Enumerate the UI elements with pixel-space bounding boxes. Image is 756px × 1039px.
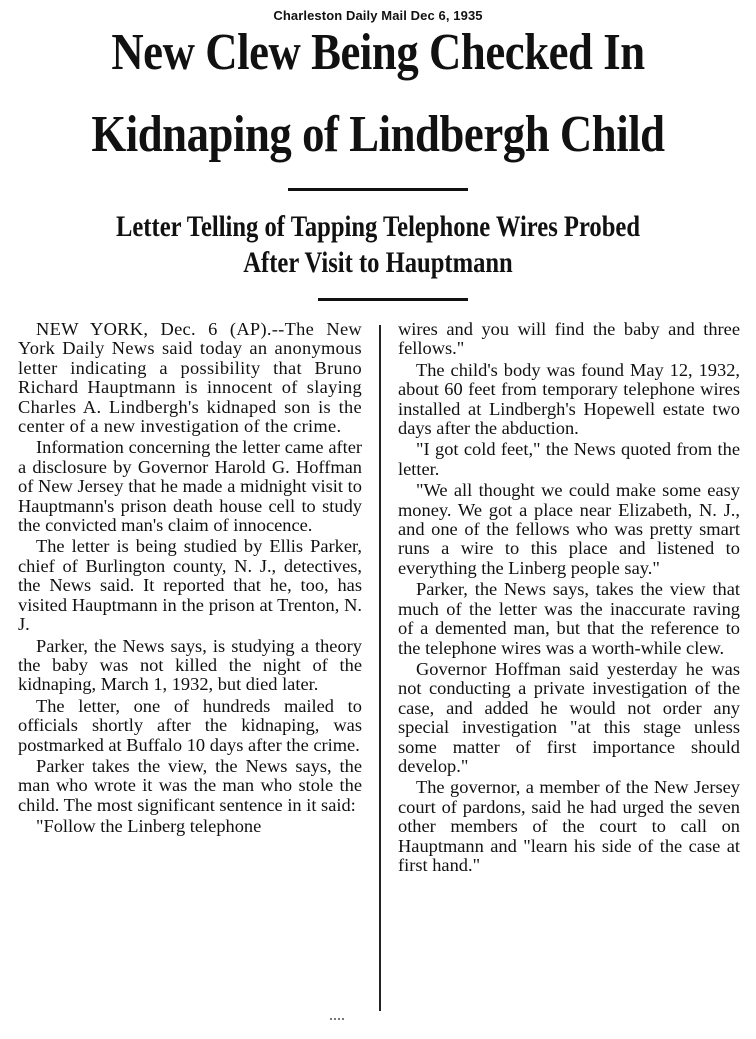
article-paragraph: Information concerning the letter came after a disclosure by Governor Harold G. Hoffman of New Jersey that he made a midnight visit to Hauptmann's prison death house cell to study the convicted man's claim of innocence. xyxy=(18,437,362,536)
article-left-column xyxy=(18,320,362,839)
article-paragraph: NEW YORK, Dec. 6 (AP).--The New York Daily News said today an anonymous letter indicating a possibility that Bruno Richard Hauptmann is innocent of slaying Charles A. Lindbergh's kidnaped son is the center of a new investigation of the crime. xyxy=(18,319,362,437)
headline-line-1: New Clew Being Checked In xyxy=(111,24,645,81)
headline-divider xyxy=(288,188,468,191)
article-paragraph: Parker, the News says, is studying a theory the baby was not killed the night of the kidnaping, March 1, 1932, but died later. xyxy=(18,635,362,695)
article-paragraph: The child's body was found May 12, 1932, about 60 feet from temporary telephone wires installed at Lindbergh's Hopewell estate two days after the abduction. xyxy=(398,359,740,439)
article-paragraph: Governor Hoffman said yesterday he was not conducting a private investigation of the case, and added he would not order any special investigation "at this stage unless some matter of first importance should develop." xyxy=(398,658,740,776)
subheadline-line-2: After Visit to Hauptmann xyxy=(243,246,513,279)
article-paragraph: The governor, a member of the New Jersey court of pardons, said he had urged the seven other members of the court to call on Hauptmann and "learn his side of the case at first hand." xyxy=(398,777,740,875)
print-mark xyxy=(330,1018,344,1026)
article-right-column xyxy=(398,320,740,877)
article-paragraph: "We all thought we could make some easy money. We got a place near Elizabeth, N. J., and one of the fellows who was pretty smart runs a wire to this place and listened to everything the Linberg people say." xyxy=(398,480,740,578)
subheadline-divider xyxy=(318,298,468,301)
article-paragraph: Parker takes the view, the News says, the man who wrote it was the man who stole the child. The most significant sentence in it said: xyxy=(18,755,362,815)
column-divider xyxy=(379,325,381,1011)
article-paragraph: "Follow the Linberg telephone xyxy=(36,816,262,837)
source-citation: Charleston Daily Mail Dec 6, 1935 xyxy=(273,8,483,23)
headline-line-2: Kidnaping of Lindbergh Child xyxy=(91,106,665,163)
article-paragraph: wires and you will find the baby and three fellows." xyxy=(398,319,740,359)
article-paragraph: The letter is being studied by Ellis Parker, chief of Burlington county, N. J., detectives, the News said. It reported that he, too, has visited Hauptmann in the prison at Trenton, N. J. xyxy=(18,536,362,635)
subheadline-line-1: Letter Telling of Tapping Telephone Wires Probed xyxy=(115,210,641,243)
article-paragraph: Parker, the News says, takes the view that much of the letter was the inaccurate raving of a demented man, but that the reference to the telephone wires was a worth-while clew. xyxy=(398,579,740,658)
article-paragraph: "I got cold feet," the News quoted from the letter. xyxy=(398,439,740,479)
article-paragraph: The letter, one of hundreds mailed to officials shortly after the kidnaping, was postmarked at Buffalo 10 days after the crime. xyxy=(18,695,362,755)
